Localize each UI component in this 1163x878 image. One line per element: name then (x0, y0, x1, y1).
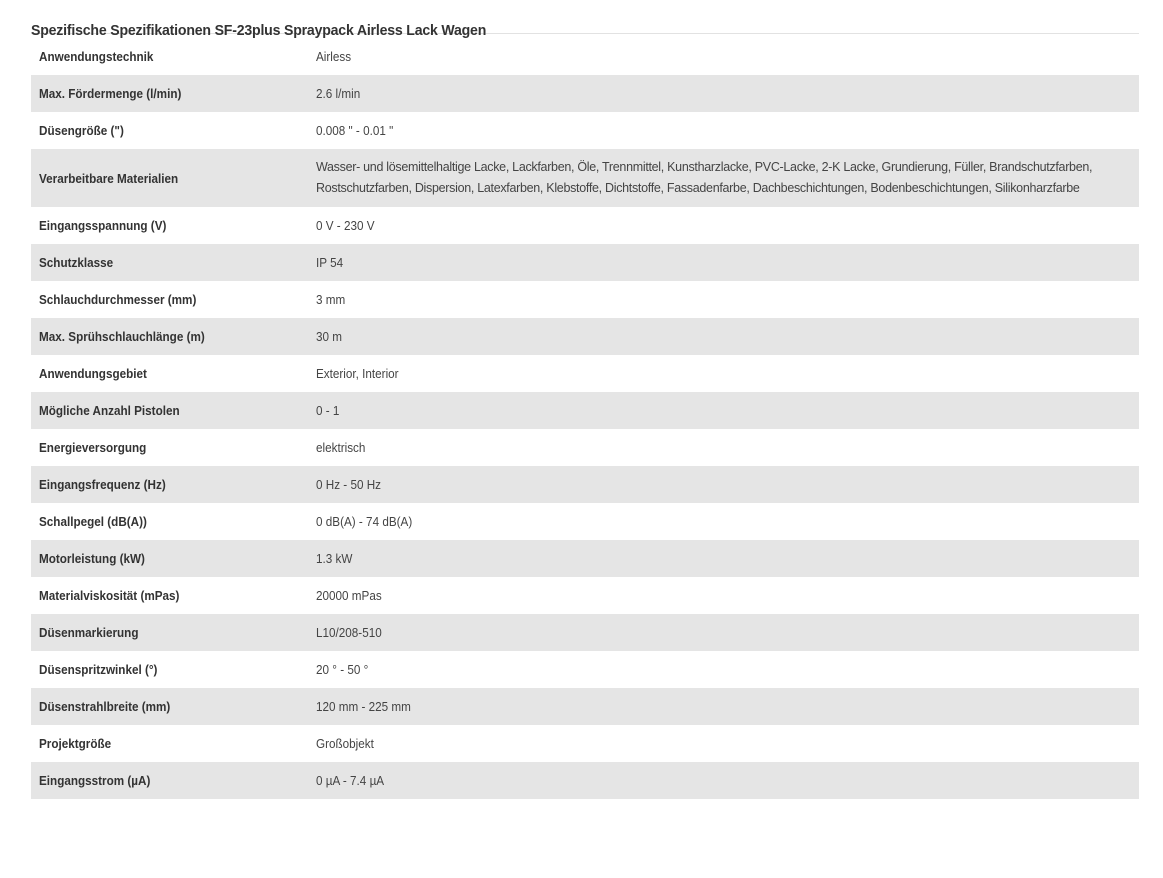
spec-label: Energieversorgung (39, 440, 147, 455)
spec-value: 20000 mPas (316, 588, 382, 603)
table-row (31, 318, 1139, 355)
section-title: Spezifische Spezifikationen SF-23plus Spraypack Airless Lack Wagen (31, 22, 487, 39)
spec-value: 120 mm - 225 mm (316, 699, 411, 714)
table-row (31, 688, 1139, 725)
spec-label: Düsenstrahlbreite (mm) (39, 699, 171, 714)
spec-value: Airless (316, 49, 352, 64)
spec-value: 0 µA - 7.4 µA (316, 773, 385, 788)
table-row (31, 355, 1139, 392)
spec-label: Anwendungstechnik (39, 49, 154, 64)
spec-label: Max. Fördermenge (l/min) (39, 86, 182, 101)
spec-label: Mögliche Anzahl Pistolen (39, 403, 180, 418)
spec-value: 2.6 l/min (316, 86, 361, 101)
specifications-table (31, 38, 1139, 799)
spec-value: L10/208-510 (316, 625, 382, 640)
table-row (31, 540, 1139, 577)
spec-label: Motorleistung (kW) (39, 551, 145, 566)
spec-value: elektrisch (316, 440, 366, 455)
spec-label: Eingangsspannung (V) (39, 218, 167, 233)
table-row (31, 503, 1139, 540)
spec-value: 0 Hz - 50 Hz (316, 477, 382, 492)
spec-value: Großobjekt (316, 736, 374, 751)
spec-label: Verarbeitbare Materialien (39, 170, 179, 186)
table-row (31, 75, 1139, 112)
table-row (31, 281, 1139, 318)
table-row (31, 207, 1139, 244)
table-row (31, 614, 1139, 651)
spec-label: Schutzklasse (39, 255, 114, 270)
spec-label: Düsenspritzwinkel (°) (39, 662, 158, 677)
table-row (31, 466, 1139, 503)
spec-value: 3 mm (316, 292, 346, 307)
spec-label: Max. Sprühschlauchlänge (m) (39, 329, 205, 344)
spec-value: IP 54 (316, 255, 344, 270)
spec-value: 0.008 " - 0.01 " (316, 123, 394, 138)
spec-label: Projektgröße (39, 736, 112, 751)
table-row (31, 38, 1139, 75)
table-row (31, 244, 1139, 281)
spec-label: Eingangsfrequenz (Hz) (39, 477, 166, 492)
table-row (31, 429, 1139, 466)
spec-value: 20 ° - 50 ° (316, 662, 369, 677)
spec-value: 0 V - 230 V (316, 218, 375, 233)
table-row (31, 651, 1139, 688)
spec-label: Materialviskosität (mPas) (39, 588, 180, 603)
spec-value: 0 dB(A) - 74 dB(A) (316, 514, 413, 529)
spec-value: 1.3 kW (316, 551, 353, 566)
spec-label: Schlauchdurchmesser (mm) (39, 292, 197, 307)
table-row (31, 762, 1139, 799)
spec-label: Düsengröße (") (39, 123, 124, 138)
spec-label: Eingangsstrom (µA) (39, 773, 151, 788)
spec-label: Düsenmarkierung (39, 625, 139, 640)
spec-value: Wasser- und lösemittelhaltige Lacke, Lackfarben, Öle, Trennmittel, Kunstharzlacke, PVC-Lacke, 2-K Lacke, Grundierung, Füller, Brandschutzfarben, Rostschutzfarben, Dispersion, Latexfarben, Klebstoffe, Dichtstoffe, Fassadenfarbe, Dachbeschichtungen, Bodenbeschichtungen, Silikonharzfarbe (316, 160, 1093, 195)
spec-value: Exterior, Interior (316, 366, 399, 381)
table-row (31, 392, 1139, 429)
specifications-section (31, 0, 1139, 799)
spec-value: 30 m (316, 329, 343, 344)
table-row (31, 725, 1139, 762)
spec-label: Anwendungsgebiet (39, 366, 147, 381)
table-row (31, 112, 1139, 149)
spec-value: 0 - 1 (316, 403, 340, 418)
table-row (31, 577, 1139, 614)
table-row (31, 149, 1139, 207)
spec-label: Schallpegel (dB(A)) (39, 514, 147, 529)
